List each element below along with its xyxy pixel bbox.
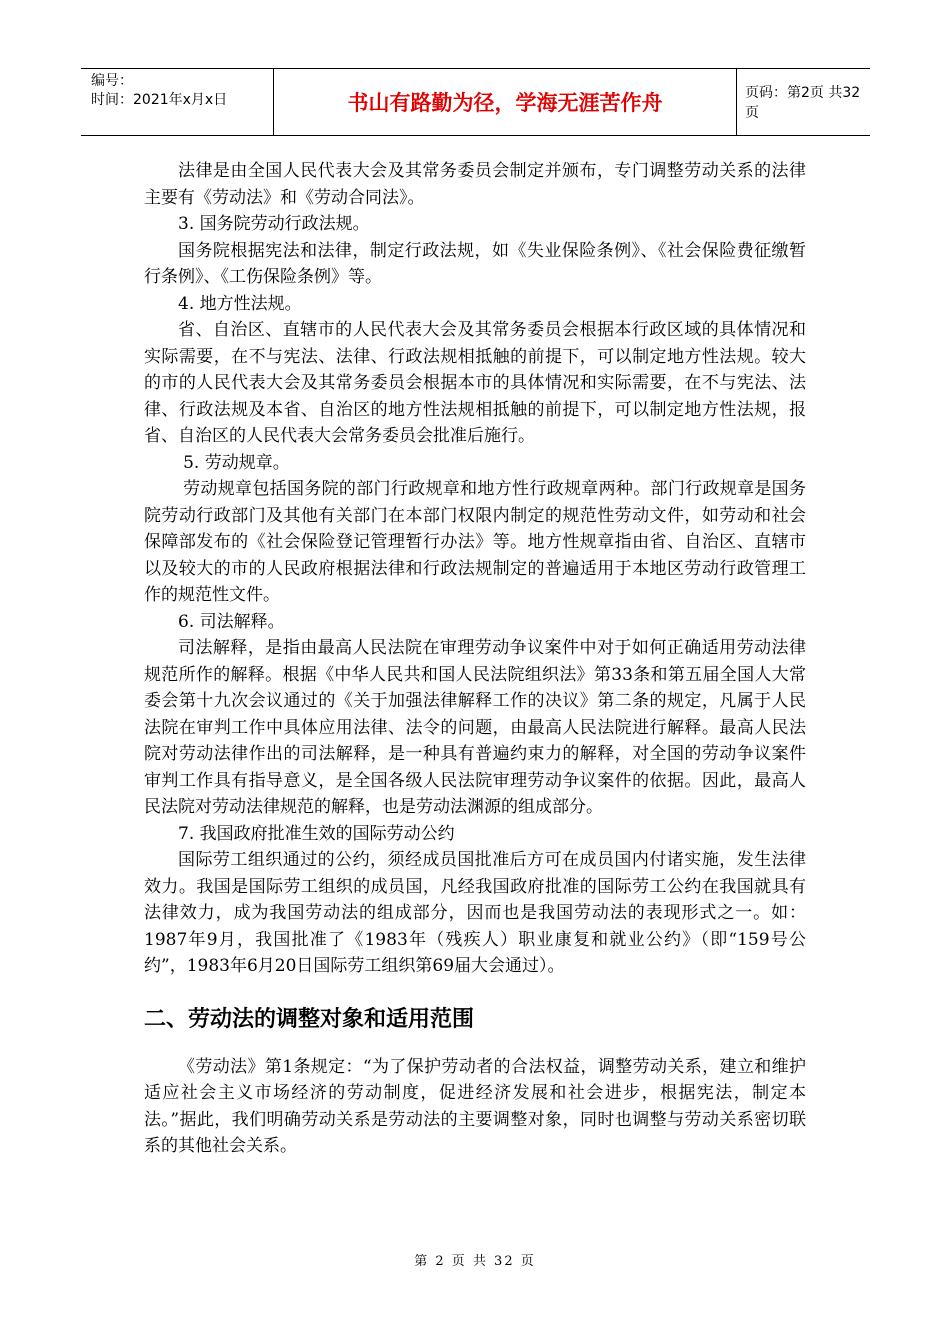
list-item-heading: 7. 我国政府批准生效的国际劳动公约 [178,823,455,844]
section-heading: 二、劳动法的调整对象和适用范围 [144,1006,475,1032]
paragraph: 《劳动法》第1条规定：“为了保护劳动者的合法权益，调整劳动关系，建立和维护适应社会主义市场经济的劳动制度，促进经济发展和社会进步，根据宪法，制定本法。”据此，我们明确劳动关系是劳动法的主要调整对象，同时也调整与劳动关系密切联系的其他社会关系。 [144,1056,806,1156]
list-item-heading: 3. 国务院劳动行政法规。 [178,214,370,234]
paragraph: 省、自治区、直辖市的人民代表大会及其常务委员会根据本行政区域的具体情况和实际需要，在不与宪法、法律、行政法规相抵触的前提下，可以制定地方性法规。较大的市的人民代表大会及其常务委员会根据本市的具体情况和实际需要，在不与宪法、法律、行政法规及本省、自治区的地方性法规相抵触的前提下，可以制定地方性法规，报省、自治区的人民代表大会常务委员会批准后施行。 [144,320,806,446]
paragraph: 国务院根据宪法和法律，制定行政法规，如《失业保险条例》、《社会保险费征缴暂行条例》、《工伤保险条例》等。 [144,240,806,287]
page-footer: 第 2 页 共 32 页 [414,1254,536,1269]
paragraph: 劳动规章包括国务院的部门行政规章和地方性行政规章两种。部门行政规章是国务院劳动行政部门及其他有关部门在本部门权限内制定的规范性劳动文件，如劳动和社会保障部发布的《社会保险登记管理暂行办法》等。地方性规章指由省、自治区、直辖市以及较大的市的人民政府根据法律和行政法规制定的普遍适用于本地区劳动行政管理工作的规范性文件。 [144,479,806,605]
paragraph: 司法解释，是指由最高人民法院在审理劳动争议案件中对于如何正确适用劳动法律规范所作的解释。根据《中华人民共和国人民法院组织法》第33条和第五届全国人大常委会第十九次会议通过的《关于加强法律解释工作的决议》第二条的规定，凡属于人民法院在审判工作中具体应用法律、法令的问题，由最高人民法院进行解释。最高人民法院对劳动法律作出的司法解释，是一种具有普遍约束力的解释，对全国的劳动争议案件审判工作具有指导意义，是全国各级人民法院审理劳动争议案件的依据。因此，最高人民法院对劳动法律规范的解释，也是劳动法渊源的组成部分。 [144,638,806,817]
header-meta [81,69,274,135]
header-page-info: 页码：第2页 共32页 [745,85,861,121]
document-date: 时间：2021年x月x日 [91,92,228,108]
document-body [144,158,806,1160]
header-motto: 书山有路勤为径，学海无涯苦作舟 [274,69,737,135]
list-item-heading: 6. 司法解释。 [178,611,285,632]
list-item-heading: 5. 劳动规章。 [183,452,290,473]
list-item-heading: 4. 地方性法规。 [178,293,302,314]
paragraph: 国际劳工组织通过的公约，须经成员国批准后方可在成员国内付诸实施，发生法律效力。我国是国际劳工组织的成员国，凡经我国政府批准的国际劳工公约在我国就具有法律效力，成为我国劳动法的组成部分，因而也是我国劳动法的表现形式之一。如：1987年9月，我国批准了《1983年（残疾人）职业康复和就业公约》（即“159号公约”，1983年6月20日国际劳工组织第69届大会通过）。 [144,850,806,976]
paragraph: 法律是由全国人民代表大会及其常务委员会制定并颁布，专门调整劳动关系的法律主要有《劳动法》和《劳动合同法》。 [144,161,806,208]
document-number-label: 编号： [91,73,133,89]
page-header [81,68,870,136]
